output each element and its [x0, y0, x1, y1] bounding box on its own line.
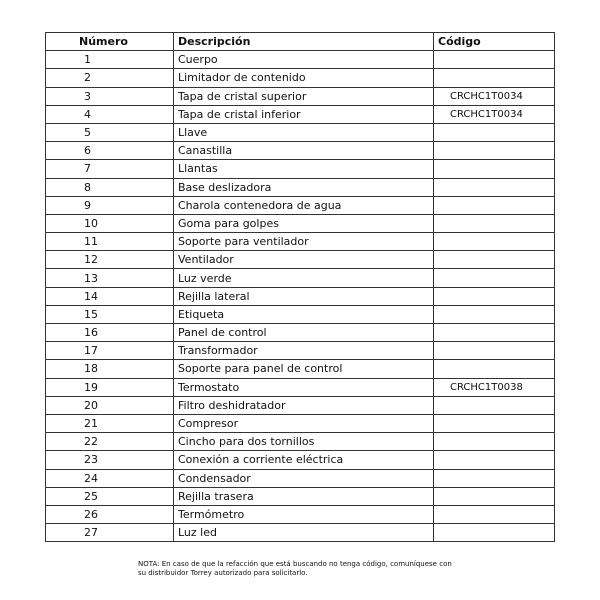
cell-number: 17 [46, 342, 174, 360]
cell-number: 27 [46, 524, 174, 542]
table-row [46, 160, 555, 178]
table-row [46, 87, 555, 105]
table-row [46, 378, 555, 396]
table-row [46, 287, 555, 305]
cell-description: Rejilla lateral [174, 287, 434, 305]
cell-number: 16 [46, 324, 174, 342]
cell-description: Termostato [174, 378, 434, 396]
cell-code [434, 451, 555, 469]
cell-description: Goma para golpes [174, 214, 434, 232]
cell-description: Luz verde [174, 269, 434, 287]
cell-description: Tapa de cristal inferior [174, 105, 434, 123]
table-row [46, 69, 555, 87]
cell-number: 26 [46, 505, 174, 523]
cell-number: 8 [46, 178, 174, 196]
cell-number: 24 [46, 469, 174, 487]
cell-description: Transformador [174, 342, 434, 360]
cell-number: 9 [46, 196, 174, 214]
cell-code [434, 487, 555, 505]
footnote-line-1: NOTA: En caso de que la refacción que está buscando no tenga código, comuníquese con [138, 560, 452, 568]
cell-code: CRCHC1T0034 [434, 105, 555, 123]
header-code: Código [434, 33, 555, 51]
table-row [46, 123, 555, 141]
cell-code [434, 233, 555, 251]
cell-description: Limitador de contenido [174, 69, 434, 87]
header-description: Descripción [174, 33, 434, 51]
table-row [46, 451, 555, 469]
cell-code [434, 51, 555, 69]
cell-description: Charola contenedora de agua [174, 196, 434, 214]
cell-number: 3 [46, 87, 174, 105]
cell-description: Llantas [174, 160, 434, 178]
table-header-row [46, 33, 555, 51]
cell-code [434, 342, 555, 360]
cell-number: 10 [46, 214, 174, 232]
table-row [46, 524, 555, 542]
cell-code [434, 505, 555, 523]
cell-number: 23 [46, 451, 174, 469]
table-row [46, 305, 555, 323]
cell-code [434, 214, 555, 232]
cell-description: Condensador [174, 469, 434, 487]
cell-code [434, 324, 555, 342]
cell-code [434, 287, 555, 305]
cell-code: CRCHC1T0034 [434, 87, 555, 105]
cell-description: Soporte para ventilador [174, 233, 434, 251]
table-row [46, 505, 555, 523]
table-row [46, 178, 555, 196]
cell-code [434, 360, 555, 378]
table-row [46, 251, 555, 269]
parts-table [45, 32, 555, 542]
table-row [46, 269, 555, 287]
cell-description: Ventilador [174, 251, 434, 269]
cell-code [434, 433, 555, 451]
cell-description: Compresor [174, 414, 434, 432]
cell-code [434, 396, 555, 414]
cell-description: Luz led [174, 524, 434, 542]
table-row [46, 487, 555, 505]
cell-description: Soporte para panel de control [174, 360, 434, 378]
table-row [46, 196, 555, 214]
table-row [46, 214, 555, 232]
cell-code [434, 269, 555, 287]
cell-description: Conexión a corriente eléctrica [174, 451, 434, 469]
cell-description: Tapa de cristal superior [174, 87, 434, 105]
cell-number: 11 [46, 233, 174, 251]
cell-code [434, 142, 555, 160]
table-row [46, 233, 555, 251]
cell-number: 5 [46, 123, 174, 141]
cell-code [434, 251, 555, 269]
cell-description: Rejilla trasera [174, 487, 434, 505]
header-number: Número [46, 33, 174, 51]
cell-code [434, 178, 555, 196]
cell-number: 20 [46, 396, 174, 414]
cell-description: Canastilla [174, 142, 434, 160]
table-row [46, 342, 555, 360]
table-row [46, 433, 555, 451]
cell-code [434, 69, 555, 87]
cell-number: 1 [46, 51, 174, 69]
table-row [46, 360, 555, 378]
cell-number: 4 [46, 105, 174, 123]
cell-code: CRCHC1T0038 [434, 378, 555, 396]
cell-number: 22 [46, 433, 174, 451]
table-row [46, 396, 555, 414]
cell-description: Etiqueta [174, 305, 434, 323]
cell-number: 13 [46, 269, 174, 287]
cell-number: 19 [46, 378, 174, 396]
table-row [46, 414, 555, 432]
cell-number: 18 [46, 360, 174, 378]
cell-number: 6 [46, 142, 174, 160]
footnote [138, 560, 518, 578]
cell-code [434, 469, 555, 487]
table-row [46, 105, 555, 123]
cell-description: Cincho para dos tornillos [174, 433, 434, 451]
cell-description: Panel de control [174, 324, 434, 342]
table-row [46, 324, 555, 342]
cell-code [434, 160, 555, 178]
cell-code [434, 524, 555, 542]
cell-number: 25 [46, 487, 174, 505]
cell-code [434, 123, 555, 141]
table-row [46, 142, 555, 160]
cell-number: 12 [46, 251, 174, 269]
table-row [46, 51, 555, 69]
cell-description: Base deslizadora [174, 178, 434, 196]
cell-number: 2 [46, 69, 174, 87]
footnote-line-2: su distribuidor Torrey autorizado para solicitarlo. [138, 569, 308, 577]
cell-code [434, 414, 555, 432]
cell-number: 7 [46, 160, 174, 178]
cell-number: 14 [46, 287, 174, 305]
cell-description: Llave [174, 123, 434, 141]
cell-code [434, 305, 555, 323]
cell-description: Filtro deshidratador [174, 396, 434, 414]
cell-number: 21 [46, 414, 174, 432]
cell-description: Cuerpo [174, 51, 434, 69]
cell-description: Termómetro [174, 505, 434, 523]
cell-code [434, 196, 555, 214]
table-row [46, 469, 555, 487]
cell-number: 15 [46, 305, 174, 323]
